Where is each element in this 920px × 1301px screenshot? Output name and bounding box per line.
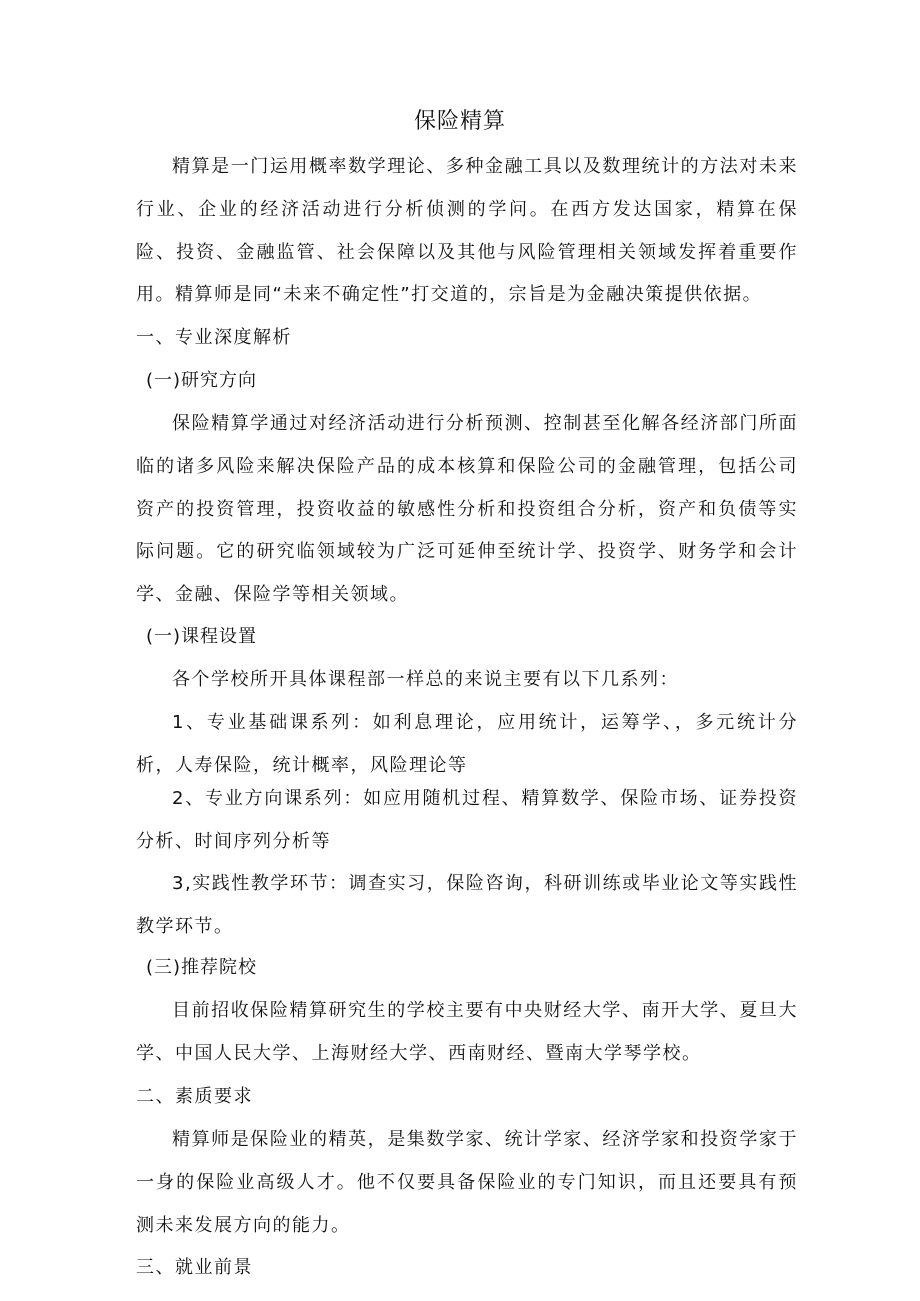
section-heading-employment: 三、就业前景	[136, 1257, 253, 1278]
page-title: 保险精算	[413, 109, 506, 134]
intro-paragraph: 精算是一门运用概率数学理论、多种金融工具以及数理统计的方法对未来行业、企业的经济活动进行分析侦测的学问。在西方发达国家，精算在保险、投资、金融监管、社会保障以及其他与风险管理相关领域发挥着重要作用。精算师是同“未来不确定性”打交道的，宗旨是为金融决策提供依据。	[136, 156, 798, 306]
quality-paragraph: 精算师是保险业的精英，是集数学家、统计学家、经济学家和投资学家于一身的保险业高级人才。他不仅要具备保险业的专门知识，而且还要具有预测未来发展方向的能力。	[136, 1129, 798, 1236]
section-heading-analysis: 一、专业深度解析	[136, 327, 292, 348]
courses-intro: 各个学校所开具体课程部一样总的来说主要有以下几系列：	[172, 669, 679, 690]
section-heading-quality: 二、素质要求	[136, 1086, 253, 1107]
subheading-recommended-schools: (三)推荐院校	[146, 957, 258, 978]
schools-paragraph: 目前招收保险精算研究生的学校主要有中央财经大学、南开大学、夏旦大学、中国人民大学、上海财经大学、西南财经、暨南大学琴学校。	[136, 1000, 798, 1064]
subheading-course-setup: (一)课程设置	[146, 626, 258, 647]
research-paragraph: 保险精算学通过对经济活动进行分析预测、控制甚至化解各经济部门所面临的诸多风险来解决保险产品的成本核算和保险公司的金融管理，包括公司资产的投资管理，投资收益的敏感性分析和投资组合分析，资产和负债等实际问题。它的研究临领域较为广泛可延伸至统计学、投资学、财务学和会计学、金融、保险学等相关领域。	[136, 413, 798, 606]
subheading-research-direction: (一)研究方向	[146, 370, 258, 391]
course-item-basic: 1、专业基础课系列：如利息理论，应用统计，运筹学、，多元统计分析，人寿保险，统计概率，风险理论等	[136, 712, 798, 776]
course-item-practice: 3,实践性教学环节：调查实习，保险咨询，科研训练或毕业论文等实践性教学环节。	[136, 873, 798, 937]
course-item-direction: 2、专业方向课系列：如应用随机过程、精算数学、保险市场、证券投资分析、时间序列分析等	[136, 788, 798, 852]
